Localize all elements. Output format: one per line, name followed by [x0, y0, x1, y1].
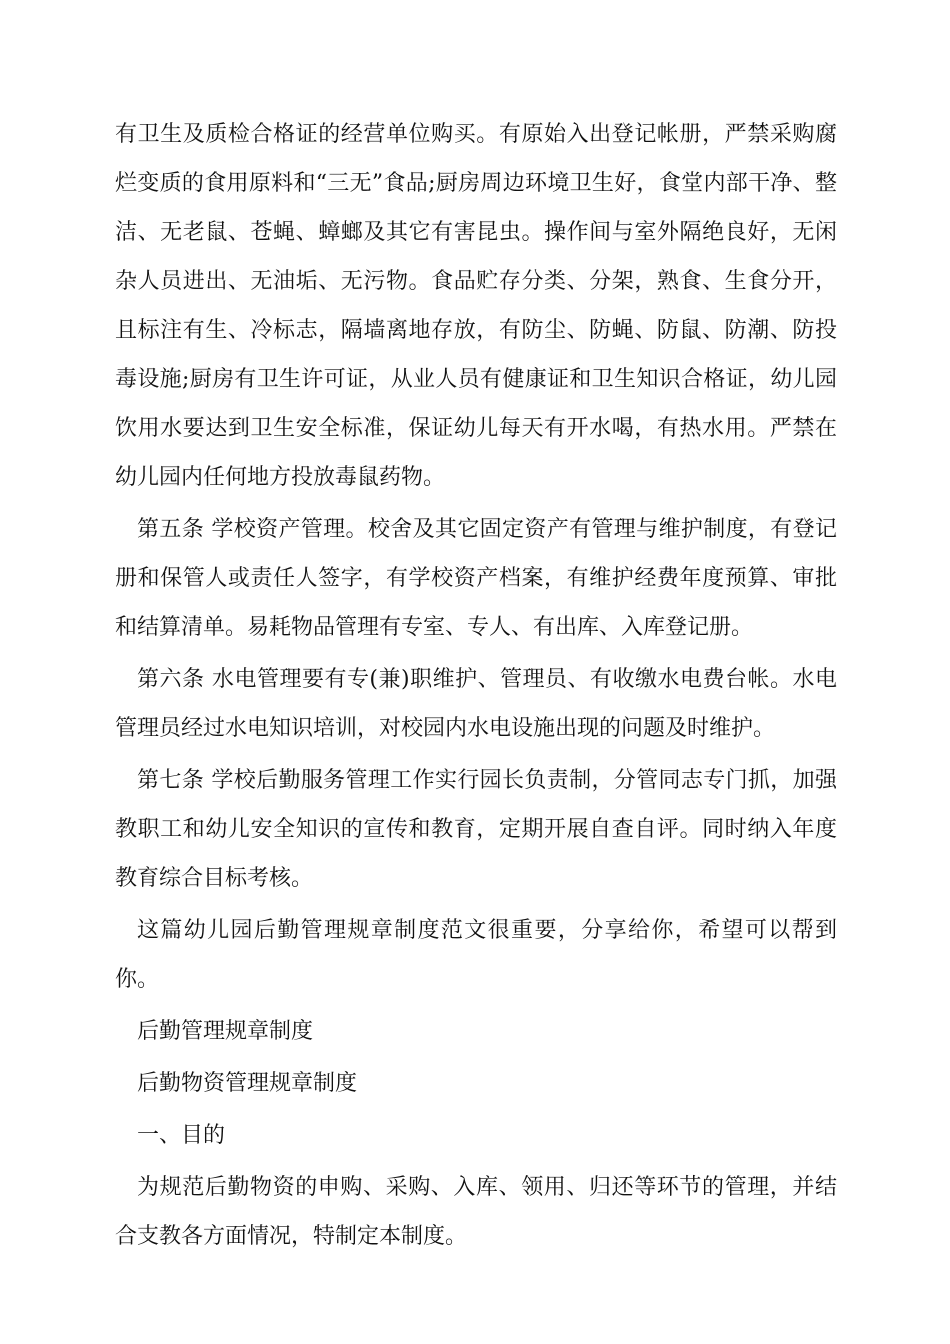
heading-logistics-rules: 后勤管理规章制度 — [137, 1019, 314, 1044]
heading-purpose: 一、目的 — [137, 1123, 226, 1148]
paragraph-purpose-body: 为规范后勤物资的申购、采购、入库、领用、归还等环节的管理，并结合支教各方面情况，特制定本制度。 — [115, 1175, 837, 1249]
paragraph-article-7: 第七条 学校后勤服务管理工作实行园长负责制，分管同志专门抓，加强教职工和幼儿安全知识的宣传和教育，定期开展自查自评。同时纳入年度教育综合目标考核。 — [115, 768, 837, 891]
paragraph-share-note: 这篇幼儿园后勤管理规章制度范文很重要，分享给你，希望可以帮到你。 — [115, 918, 837, 992]
paragraph-article-6: 第六条 水电管理要有专(兼)职维护、管理员、有收缴水电费台帐。水电管理员经过水电知识培训，对校园内水电设施出现的问题及时维护。 — [115, 667, 837, 741]
document-body — [115, 110, 837, 1264]
heading-materials-rules: 后勤物资管理规章制度 — [137, 1071, 358, 1096]
paragraph-continuation: 有卫生及质检合格证的经营单位购买。有原始入出登记帐册，严禁采购腐烂变质的食用原料和“三无”食品;厨房周边环境卫生好，食堂内部干净、整洁、无老鼠、苍蝇、蟑螂及其它有害昆虫。操作间与室外隔绝良好，无闲杂人员进出、无油垢、无污物。食品贮存分类、分架，熟食、生食分开，且标注有生、冷标志，隔墙离地存放，有防尘、防蝇、防鼠、防潮、防投毒设施;厨房有卫生许可证，从业人员有健康证和卫生知识合格证，幼儿园饮用水要达到卫生安全标准，保证幼儿每天有开水喝，有热水用。严禁在幼儿园内任何地方投放毒鼠药物。 — [115, 122, 837, 490]
paragraph-article-5: 第五条 学校资产管理。校舍及其它固定资产有管理与维护制度，有登记册和保管人或责任人签字，有学校资产档案，有维护经费年度预算、审批和结算清单。易耗物品管理有专室、专人、有出库、入库登记册。 — [115, 517, 837, 640]
